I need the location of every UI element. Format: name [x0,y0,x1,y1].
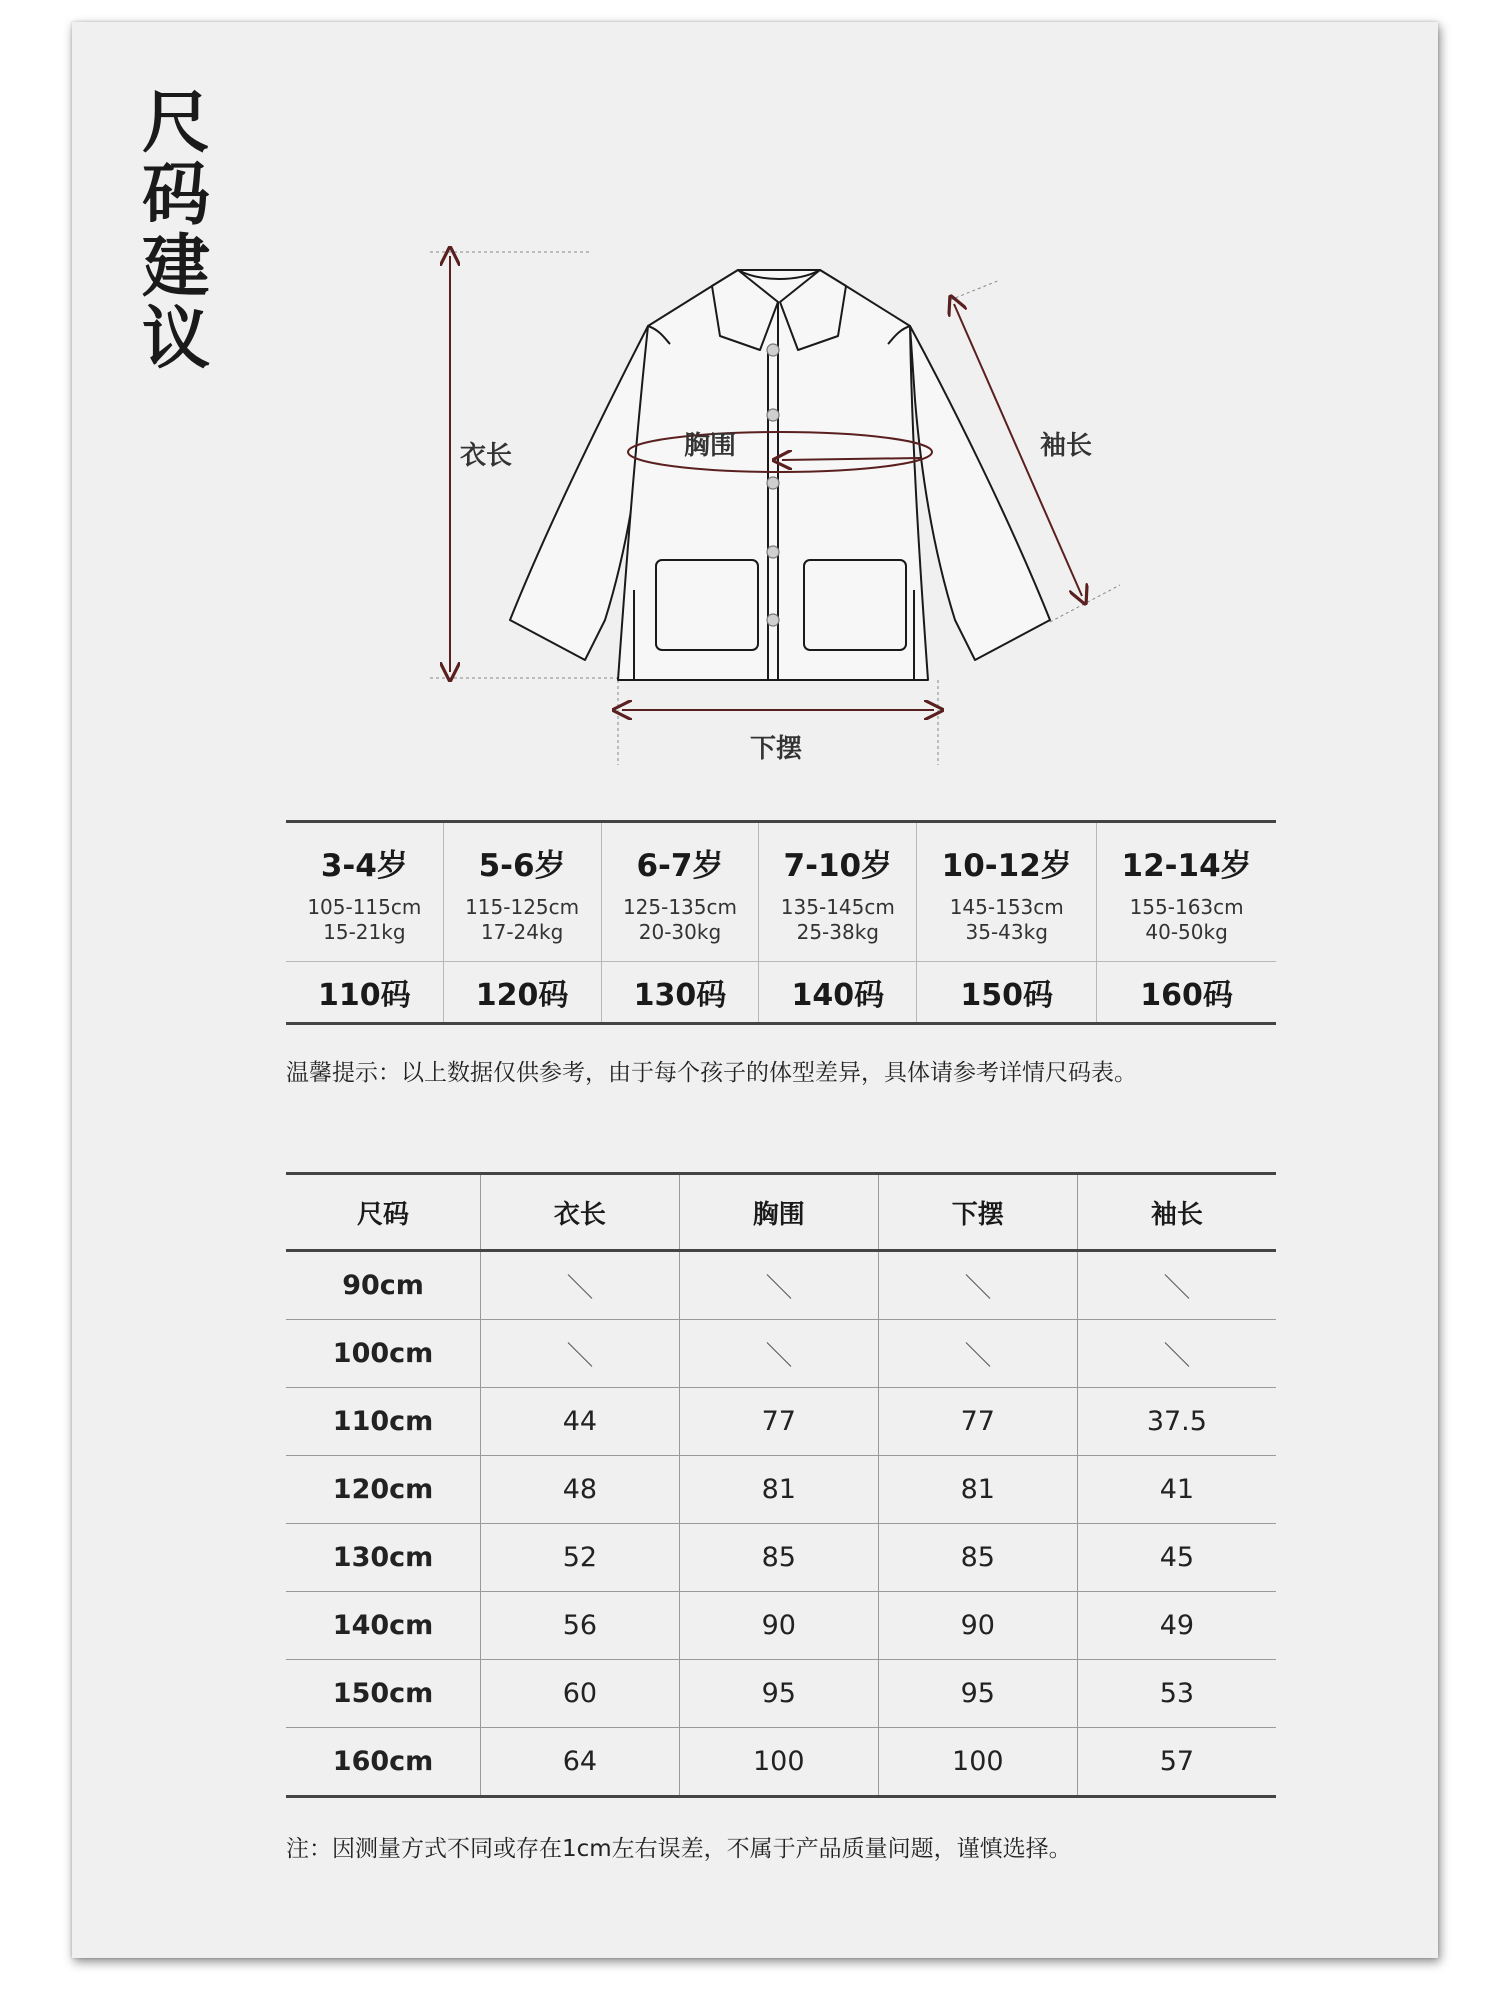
length-cell: 64 [481,1728,680,1797]
hem-cell: 90 [878,1592,1077,1660]
hem-cell: 95 [878,1660,1077,1728]
weight-range: 20-30kg [638,919,722,944]
recommended-size: 140码 [759,962,917,1024]
age-cell [286,822,443,962]
slash-mark [766,1342,791,1367]
age-cell [759,822,917,962]
height-range: 155-163cm [1129,894,1244,919]
table-row [286,1660,1276,1728]
size-cell: 120cm [286,1456,481,1524]
height-range: 105-115cm [307,894,422,919]
empty-cell [878,1251,1077,1320]
height-range: 125-135cm [622,894,737,919]
empty-cell [481,1320,680,1388]
height-range: 135-145cm [780,894,895,919]
title-char: 建 [141,228,210,307]
column-header: 衣长 [481,1174,680,1251]
length-cell: 44 [481,1388,680,1456]
jacket-illustration [420,240,1140,780]
size-cell: 150cm [286,1660,481,1728]
sleeve-cell: 57 [1077,1728,1276,1797]
weight-range: 15-21kg [323,919,406,944]
age-range: 3-4岁 [320,847,408,884]
length-cell: 48 [481,1456,680,1524]
recommended-size: 160码 [1097,962,1276,1024]
chest-cell: 77 [679,1388,878,1456]
table-row [286,1456,1276,1524]
tip-text: 温馨提示：以上数据仅供参考，由于每个孩子的体型差异，具体请参考详情尺码表。 [286,1060,1137,1086]
size-cell: 160cm [286,1728,481,1797]
slash-mark [766,1274,791,1299]
weight-range: 40-50kg [1145,919,1228,944]
hem-cell: 85 [878,1524,1077,1592]
slash-mark [568,1342,593,1367]
age-range: 5-6岁 [478,847,566,884]
age-cell [1097,822,1276,962]
header-row [286,1174,1276,1251]
sleeve-cell: 37.5 [1077,1388,1276,1456]
age-cell [443,822,601,962]
title-char: 尺 [141,84,210,163]
size-cell: 140cm [286,1592,481,1660]
size-cell: 130cm [286,1524,481,1592]
hem-cell: 100 [878,1728,1077,1797]
sleeve-cell: 41 [1077,1456,1276,1524]
size-row [286,962,1276,1024]
size-measurement-table [286,1172,1276,1798]
sleeve-cell: 53 [1077,1660,1276,1728]
column-header: 尺码 [286,1174,481,1251]
weight-range: 35-43kg [965,919,1048,944]
chest-cell: 81 [679,1456,878,1524]
size-cell: 100cm [286,1320,481,1388]
age-range: 6-7岁 [636,847,724,884]
size-cell: 110cm [286,1388,481,1456]
empty-cell [481,1251,680,1320]
sleeve-label: 袖长 [1040,431,1093,461]
age-row [286,822,1276,962]
age-range: 10-12岁 [941,847,1072,884]
table-row [286,1728,1276,1797]
empty-cell [878,1320,1077,1388]
table-row [286,1524,1276,1592]
length-label: 衣长 [460,441,513,471]
recommended-size: 110码 [286,962,443,1024]
age-size-table [286,820,1276,1025]
table-row [286,1388,1276,1456]
slash-mark [1165,1342,1190,1367]
sleeve-cell: 49 [1077,1592,1276,1660]
height-range: 115-125cm [465,894,580,919]
length-cell: 52 [481,1524,680,1592]
age-cell [601,822,759,962]
table-row [286,1251,1276,1320]
recommended-size: 130码 [601,962,759,1024]
sleeve-cell: 45 [1077,1524,1276,1592]
slash-mark [1165,1274,1190,1299]
table-row [286,1592,1276,1660]
column-header: 下摆 [878,1174,1077,1251]
age-range: 7-10岁 [783,847,893,884]
height-range: 145-153cm [949,894,1064,919]
empty-cell [679,1251,878,1320]
note-text: 注：因测量方式不同或存在1cm左右误差，不属于产品质量问题，谨慎选择。 [286,1836,1072,1862]
empty-cell [679,1320,878,1388]
chest-label: 胸围 [684,431,737,461]
hem-label: 下摆 [750,734,803,764]
slash-mark [568,1274,593,1299]
empty-cell [1077,1251,1276,1320]
column-header: 胸围 [679,1174,878,1251]
title-char: 议 [141,300,210,379]
jacket-measurement-diagram [420,240,1140,780]
age-cell [917,822,1097,962]
empty-cell [1077,1320,1276,1388]
chest-cell: 95 [679,1660,878,1728]
slash-mark [965,1342,990,1367]
slash-mark [965,1274,990,1299]
chest-cell: 90 [679,1592,878,1660]
chest-cell: 85 [679,1524,878,1592]
size-cell: 90cm [286,1251,481,1320]
table-row [286,1320,1276,1388]
hem-cell: 81 [878,1456,1077,1524]
hem-cell: 77 [878,1388,1077,1456]
recommended-size: 120码 [443,962,601,1024]
column-header: 袖长 [1077,1174,1276,1251]
recommended-size: 150码 [917,962,1097,1024]
page-title [136,84,216,379]
chest-cell: 100 [679,1728,878,1797]
weight-range: 17-24kg [480,919,564,944]
title-char: 码 [141,156,210,235]
age-range: 12-14岁 [1121,847,1252,884]
length-cell: 60 [481,1660,680,1728]
length-cell: 56 [481,1592,680,1660]
weight-range: 25-38kg [796,919,880,944]
